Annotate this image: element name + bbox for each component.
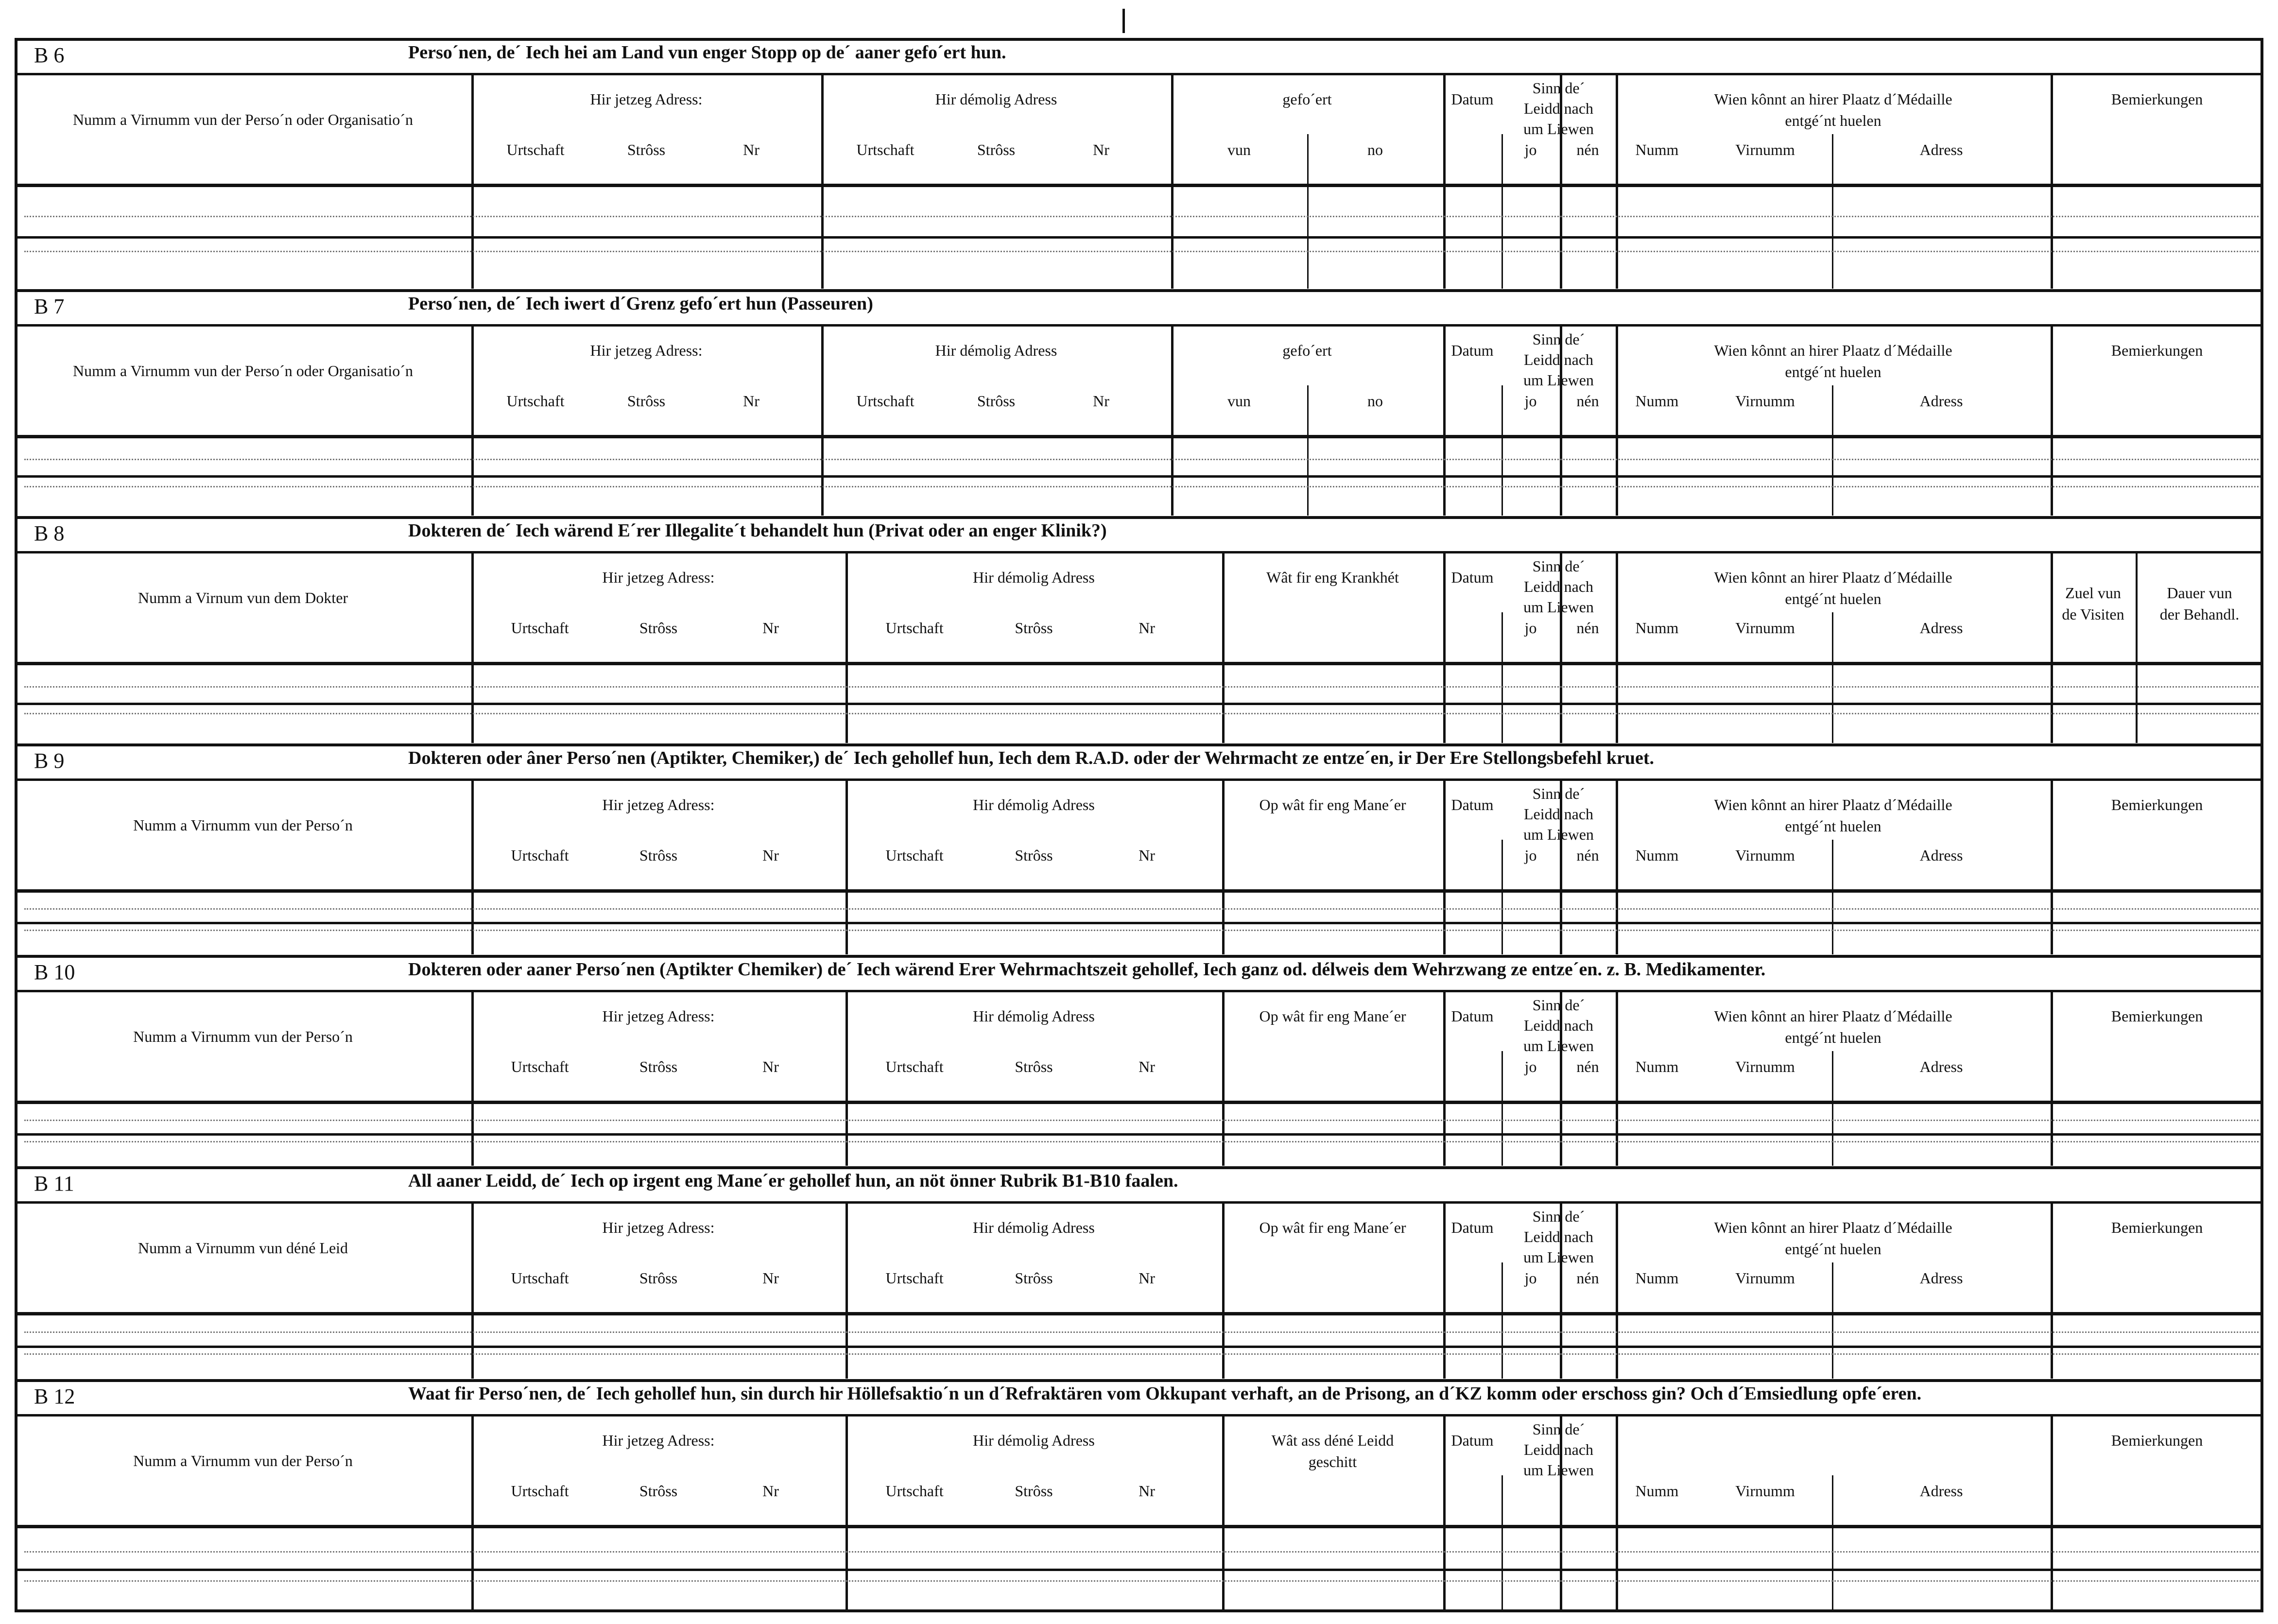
- jo-label: jo: [1524, 1058, 1537, 1075]
- section-divider: [15, 1379, 2263, 1382]
- jo-nen-split: [1501, 1475, 1503, 1612]
- urtschaft-label: Urtschaft: [885, 1482, 944, 1500]
- stross-label: Strôss: [639, 1482, 678, 1500]
- middle-column-header: gefo´ert: [1282, 90, 1332, 108]
- medal-recipient-header: Wien kônnt an hirer Plaatz d´Médaille entgé´nt huelen: [1714, 796, 1952, 835]
- nen-label: nén: [1576, 1269, 1599, 1287]
- datum-header: Datum: [1451, 1219, 1494, 1236]
- alive-header: Sinn de´ Leidd nach um Liewen: [1523, 785, 1594, 843]
- nen-label: nén: [1576, 392, 1599, 410]
- virnumm-label: Virnumm: [1735, 141, 1795, 158]
- current-address-header: Hir jetzeg Adress:: [590, 342, 703, 359]
- medal-recipient-header: Wien kônnt an hirer Plaatz d´Médaille entgé´nt huelen: [1714, 1007, 1952, 1046]
- urtschaft-label: Urtschaft: [856, 141, 915, 158]
- header-top-line: [15, 73, 2263, 75]
- nr-label: Nr: [762, 1482, 779, 1500]
- section-title: Perso´nen, de´ Iech hei am Land vun enger Stopp op de´ aaner gefo´ert hun.: [408, 42, 1006, 63]
- stross-label: Strôss: [1015, 1482, 1053, 1500]
- nr-label: Nr: [1139, 1482, 1155, 1500]
- stross-label: Strôss: [639, 847, 678, 864]
- dotted-entry-line: [24, 459, 2259, 460]
- row-separator: [15, 1346, 2263, 1348]
- stross-label: Strôss: [639, 1269, 678, 1287]
- medal-recipient-header: Wien kônnt an hirer Plaatz d´Médaille entgé´nt huelen: [1714, 90, 1952, 129]
- section-title: Perso´nen, de´ Iech iwert d´Grenz gefo´ert hun (Passeuren): [408, 294, 873, 314]
- former-address-header: Hir démolig Adress: [935, 90, 1057, 108]
- header-bottom-line: [15, 1312, 2263, 1315]
- virnumm-label: Virnumm: [1735, 1269, 1795, 1287]
- fold-mark: [1122, 9, 1125, 33]
- header-top-line: [15, 990, 2263, 992]
- name-column-header: Numm a Virnumm vun der Perso´n oder Organisatio´n: [73, 111, 413, 128]
- section-title: All aaner Leidd, de´ Iech op irgent eng Mane´er gehollef hun, an nöt önner Rubrik B1-B10 faalen.: [408, 1171, 1178, 1191]
- numm-label: Numm: [1635, 392, 1679, 410]
- section-divider: [15, 1166, 2263, 1169]
- virnumm-label: Virnumm: [1735, 847, 1795, 864]
- current-address-header: Hir jetzeg Adress:: [602, 1007, 715, 1025]
- nen-label: nén: [1576, 141, 1599, 158]
- nen-label: nén: [1576, 619, 1599, 637]
- remarks-header: Bemierkungen: [2111, 1007, 2203, 1025]
- current-address-header: Hir jetzeg Adress:: [602, 569, 715, 586]
- medal-recipient-header: Wien kônnt an hirer Plaatz d´Médaille entgé´nt huelen: [1714, 569, 1952, 607]
- section-code: B 7: [34, 294, 65, 318]
- section-divider: [15, 516, 2263, 519]
- stross-label: Strôss: [627, 141, 666, 158]
- numm-label: Numm: [1635, 1058, 1679, 1075]
- current-address-header: Hir jetzeg Adress:: [602, 1432, 715, 1449]
- nr-label: Nr: [743, 141, 759, 158]
- dotted-entry-line: [24, 486, 2259, 487]
- jo-label: jo: [1524, 847, 1537, 864]
- column-line: [1616, 1416, 1618, 1612]
- dotted-entry-line: [24, 251, 2259, 252]
- row-separator: [15, 1133, 2263, 1136]
- column-line: [2051, 553, 2053, 743]
- dotted-entry-line: [24, 1580, 2259, 1582]
- section-code: B 6: [34, 43, 65, 67]
- urtschaft-label: Urtschaft: [511, 1482, 569, 1500]
- nr-label: Nr: [1093, 141, 1109, 158]
- alive-header: Sinn de´ Leidd nach um Liewen: [1523, 330, 1594, 389]
- dotted-entry-line: [24, 216, 2259, 217]
- stross-label: Strôss: [627, 392, 666, 410]
- datum-header: Datum: [1451, 90, 1494, 108]
- name-column-header: Numm a Virnum vun dem Dokter: [138, 589, 348, 606]
- nr-label: Nr: [762, 847, 779, 864]
- urtschaft-label: Urtschaft: [506, 141, 565, 158]
- vun-label: vun: [1227, 392, 1251, 410]
- former-address-header: Hir démolig Adress: [935, 342, 1057, 359]
- adress-label: Adress: [1919, 1269, 1963, 1287]
- stross-label: Strôss: [639, 1058, 678, 1075]
- nr-label: Nr: [762, 1058, 779, 1075]
- urtschaft-label: Urtschaft: [856, 392, 915, 410]
- numm-label: Numm: [1635, 619, 1679, 637]
- section-code: B 12: [34, 1384, 75, 1408]
- header-top-line: [15, 324, 2263, 327]
- urtschaft-label: Urtschaft: [511, 619, 569, 637]
- nr-label: Nr: [1139, 1058, 1155, 1075]
- section-code: B 9: [34, 749, 65, 773]
- datum-header: Datum: [1451, 1432, 1494, 1449]
- stross-label: Strôss: [1015, 847, 1053, 864]
- dotted-entry-line: [24, 908, 2259, 910]
- section-divider: [15, 743, 2263, 746]
- urtschaft-label: Urtschaft: [506, 392, 565, 410]
- dotted-entry-line: [24, 713, 2259, 714]
- former-address-header: Hir démolig Adress: [973, 1007, 1095, 1025]
- dotted-entry-line: [24, 1141, 2259, 1142]
- no-label: no: [1367, 392, 1383, 410]
- header-bottom-line: [15, 662, 2263, 665]
- header-top-line: [15, 778, 2263, 781]
- row-separator: [15, 922, 2263, 924]
- jo-label: jo: [1524, 392, 1537, 410]
- datum-header: Datum: [1451, 796, 1494, 813]
- urtschaft-label: Urtschaft: [511, 1058, 569, 1075]
- dotted-entry-line: [24, 1331, 2259, 1333]
- remarks-header: Bemierkungen: [2111, 342, 2203, 359]
- stross-label: Strôss: [977, 141, 1016, 158]
- jo-label: jo: [1524, 141, 1537, 158]
- row-separator: [15, 703, 2263, 705]
- remarks-header: Bemierkungen: [2111, 1432, 2203, 1449]
- adress-label: Adress: [1919, 141, 1963, 158]
- jo-label: jo: [1524, 1269, 1537, 1287]
- header-bottom-line: [15, 889, 2263, 893]
- header-top-line: [15, 551, 2263, 553]
- header-top-line: [15, 1414, 2263, 1417]
- remarks-header: Bemierkungen: [2111, 90, 2203, 108]
- urtschaft-label: Urtschaft: [885, 619, 944, 637]
- dotted-entry-line: [24, 686, 2259, 688]
- datum-header: Datum: [1451, 1007, 1494, 1025]
- name-column-header: Numm a Virnumm vun der Perso´n: [133, 816, 353, 834]
- adress-label: Adress: [1919, 847, 1963, 864]
- remarks-header: Bemierkungen: [2111, 796, 2203, 813]
- nr-label: Nr: [1139, 619, 1155, 637]
- nr-label: Nr: [1139, 847, 1155, 864]
- urtschaft-label: Urtschaft: [885, 1269, 944, 1287]
- middle-column-header: Wât fir eng Krankhét: [1266, 569, 1399, 586]
- section-code: B 8: [34, 521, 65, 545]
- stross-label: Strôss: [1015, 1058, 1053, 1075]
- numm-label: Numm: [1635, 1269, 1679, 1287]
- virnumm-label: Virnumm: [1735, 1482, 1795, 1500]
- stross-label: Strôss: [639, 619, 678, 637]
- section-title: Dokteren de´ Iech wärend E´rer Illegalite´t behandelt hun (Privat oder an enger Klinik?): [408, 520, 1107, 541]
- current-address-header: Hir jetzeg Adress:: [590, 90, 703, 108]
- section-title: Dokteren oder âner Perso´nen (Aptikter, Chemiker,) de´ Iech gehollef hun, Iech dem R.A.D. oder der Wehrmacht ze entze´en, ir Der Ere Stellongsbefehl kruet.: [408, 748, 1654, 768]
- section-code: B 10: [34, 960, 75, 984]
- medal-recipient-header: Wien kônnt an hirer Plaatz d´Médaille entgé´nt huelen: [1714, 342, 1952, 380]
- header-top-line: [15, 1201, 2263, 1204]
- nr-label: Nr: [1093, 392, 1109, 410]
- section-code: B 11: [34, 1172, 74, 1195]
- stross-label: Strôss: [977, 392, 1016, 410]
- no-label: no: [1367, 141, 1383, 158]
- adress-label: Adress: [1919, 1482, 1963, 1500]
- header-bottom-line: [15, 1525, 2263, 1528]
- former-address-header: Hir démolig Adress: [973, 796, 1095, 813]
- row-separator: [15, 1569, 2263, 1571]
- dotted-entry-line: [24, 1551, 2259, 1553]
- alive-header: Sinn de´ Leidd nach um Liewen: [1523, 79, 1594, 138]
- alive-header: Sinn de´ Leidd nach um Liewen: [1523, 1420, 1594, 1479]
- alive-header: Sinn de´ Leidd nach um Liewen: [1523, 1208, 1594, 1266]
- urtschaft-label: Urtschaft: [511, 847, 569, 864]
- section-title: Dokteren oder aaner Perso´nen (Aptikter Chemiker) de´ Iech wärend Erer Wehrmachtszeit gehollef, Iech ganz od. délweis dem Wehrzwang ze entze´en. z. B. Medikamenter.: [408, 959, 1766, 980]
- middle-column-header: Wât ass déné Leidd geschitt: [1271, 1432, 1394, 1470]
- visits-header: Zuel vun de Visiten: [2062, 584, 2124, 623]
- section-divider: [15, 289, 2263, 292]
- nr-label: Nr: [1139, 1269, 1155, 1287]
- remarks-header: Bemierkungen: [2111, 1219, 2203, 1236]
- adress-label: Adress: [1919, 619, 1963, 637]
- datum-header: Datum: [1451, 569, 1494, 586]
- section-divider: [15, 955, 2263, 958]
- adress-label: Adress: [1919, 1058, 1963, 1075]
- dotted-entry-line: [24, 1353, 2259, 1355]
- vun-label: vun: [1227, 141, 1251, 158]
- urtschaft-label: Urtschaft: [885, 847, 944, 864]
- middle-column-header: gefo´ert: [1282, 342, 1332, 359]
- dotted-entry-line: [24, 930, 2259, 931]
- name-column-header: Numm a Virnumm vun der Perso´n: [133, 1452, 353, 1469]
- name-column-header: Numm a Virnumm vun der Perso´n: [133, 1028, 353, 1045]
- name-column-header: Numm a Virnumm vun déné Leid: [138, 1239, 348, 1257]
- remarks-split: [2136, 553, 2138, 743]
- header-bottom-line: [15, 435, 2263, 438]
- adress-label: Adress: [1919, 392, 1963, 410]
- datum-header: Datum: [1451, 342, 1494, 359]
- urtschaft-label: Urtschaft: [511, 1269, 569, 1287]
- urtschaft-label: Urtschaft: [885, 1058, 944, 1075]
- virnumm-label: Virnumm: [1735, 392, 1795, 410]
- alive-header: Sinn de´ Leidd nach um Liewen: [1523, 557, 1594, 616]
- middle-column-header: Op wât fir eng Mane´er: [1259, 1007, 1406, 1025]
- section-title: Waat fir Perso´nen, de´ Iech gehollef hun, sin durch hir Höllefsaktio´n un d´Refraktären vom Okkupant verhaft, an de Prisong, an d´KZ komm oder erschoss gin? Och d´Emsiedlung opfe´eren.: [408, 1383, 1922, 1404]
- medal-recipient-header: Wien kônnt an hirer Plaatz d´Médaille entgé´nt huelen: [1714, 1219, 1952, 1258]
- nen-label: nén: [1576, 1058, 1599, 1075]
- alive-header: Sinn de´ Leidd nach um Liewen: [1523, 996, 1594, 1054]
- header-bottom-line: [15, 184, 2263, 187]
- numm-label: Numm: [1635, 1482, 1679, 1500]
- nen-label: nén: [1576, 847, 1599, 864]
- row-separator: [15, 475, 2263, 478]
- current-address-header: Hir jetzeg Adress:: [602, 1219, 715, 1236]
- former-address-header: Hir démolig Adress: [973, 569, 1095, 586]
- stross-label: Strôss: [1015, 619, 1053, 637]
- middle-column-header: Op wât fir eng Mane´er: [1259, 796, 1406, 813]
- treatment-duration-header: Dauer vun der Behandl.: [2159, 584, 2240, 623]
- header-bottom-line: [15, 1101, 2263, 1104]
- dotted-entry-line: [24, 1120, 2259, 1121]
- former-address-header: Hir démolig Adress: [973, 1432, 1095, 1449]
- row-separator: [15, 236, 2263, 239]
- current-address-header: Hir jetzeg Adress:: [602, 796, 715, 813]
- numm-label: Numm: [1635, 847, 1679, 864]
- nr-label: Nr: [762, 1269, 779, 1287]
- former-address-header: Hir démolig Adress: [973, 1219, 1095, 1236]
- stross-label: Strôss: [1015, 1269, 1053, 1287]
- nr-label: Nr: [762, 619, 779, 637]
- numm-label: Numm: [1635, 141, 1679, 158]
- middle-column-header: Op wât fir eng Mane´er: [1259, 1219, 1406, 1236]
- jo-label: jo: [1524, 619, 1537, 637]
- virnumm-label: Virnumm: [1735, 619, 1795, 637]
- nr-label: Nr: [743, 392, 759, 410]
- virnumm-label: Virnumm: [1735, 1058, 1795, 1075]
- name-column-header: Numm a Virnumm vun der Perso´n oder Organisatio´n: [73, 362, 413, 380]
